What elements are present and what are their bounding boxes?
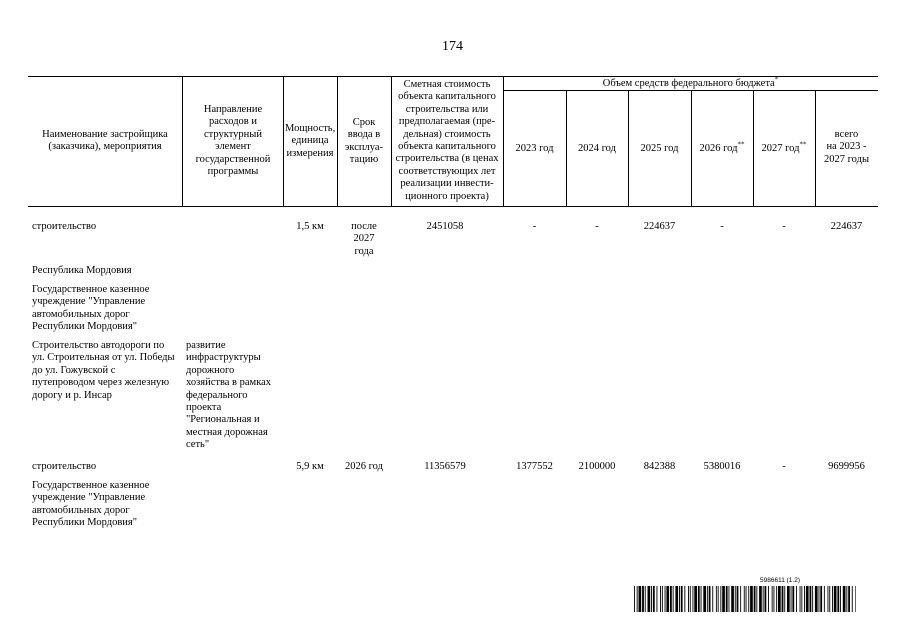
row2-term: 2026 год <box>345 461 383 472</box>
barcode-bar <box>729 586 730 612</box>
barcode-bar <box>637 586 638 612</box>
barcode-bar <box>787 586 790 612</box>
header-term: Срок ввода в эксплуа-тацию <box>344 117 384 166</box>
barcode-number: 5986611 (1.2) <box>760 577 800 584</box>
barcode-bar <box>679 586 680 612</box>
barcode-bar <box>832 586 833 612</box>
object-name: Строительство автодороги по ул. Строительная от ул. Победы до ул. Гожувской с путепроводом через железную дорогу и р. Инсар <box>32 340 175 401</box>
barcode-bar <box>765 586 767 612</box>
barcode-bar <box>737 586 739 612</box>
page-number: 174 <box>442 39 463 54</box>
barcode-bar <box>703 586 706 612</box>
row2-2025: 842388 <box>643 461 676 472</box>
barcode-bar <box>693 586 694 612</box>
header-cost: Сметная стоимость объекта капитального строительства или предполагаемая (пре-дельная) стоимость объекта капитального строительства (в ценах соответствующих лет реализации инвести-ционного проекта) <box>395 79 499 202</box>
barcode-bar <box>660 586 661 612</box>
barcode-bar <box>819 586 820 612</box>
barcode-bar <box>657 586 658 612</box>
barcode-bar <box>681 586 683 612</box>
header-2023: 2023 год <box>515 143 554 154</box>
row1-total: 224637 <box>830 221 863 232</box>
barcode-bar <box>848 586 850 612</box>
barcode-bar <box>645 586 646 612</box>
row1-term: после 2027 года <box>351 221 377 257</box>
barcode-bar <box>829 586 830 612</box>
col-divider <box>391 76 392 206</box>
barcode-bar <box>665 586 666 612</box>
row1-2024: - <box>595 221 599 232</box>
barcode-bar <box>778 586 781 612</box>
customer-name: Государственное казенное учреждение "Управление автомобильных дорог Республики Мордовия" <box>32 480 150 529</box>
barcode-bar <box>653 586 655 612</box>
barcode-bar <box>720 586 721 612</box>
barcode-bar <box>812 586 813 612</box>
barcode-bar <box>716 586 717 612</box>
col-divider <box>503 76 504 206</box>
barcode-bar <box>688 586 689 612</box>
col-divider <box>337 76 338 206</box>
barcode-bar <box>666 586 669 612</box>
barcode-bar <box>828 586 829 612</box>
barcode-bar <box>754 586 756 612</box>
barcode-bar <box>763 586 764 612</box>
barcode-bar <box>675 586 678 612</box>
barcode-bar <box>642 586 644 612</box>
barcode-bar <box>855 586 856 612</box>
row2-2024: 2100000 <box>578 461 616 472</box>
barcode-bar <box>634 586 635 612</box>
barcode-bar <box>648 586 651 612</box>
header-name: Наименование застройщика (заказчика), мероприятия <box>42 129 168 153</box>
region-name: Республика Мордовия <box>32 265 132 276</box>
barcode-bar <box>852 586 853 612</box>
barcode-bar <box>801 586 802 612</box>
col-divider <box>283 76 284 206</box>
header-capacity: Мощность, единица измерения <box>285 123 336 159</box>
barcode-bar <box>837 586 839 612</box>
row2-name: строительство <box>32 461 97 472</box>
barcode-bar <box>815 586 818 612</box>
barcode-bar <box>756 586 757 612</box>
barcode-bar <box>796 586 797 612</box>
barcode <box>634 586 856 612</box>
header-2026: 2026 год** <box>699 140 745 154</box>
barcode-bar <box>804 586 805 612</box>
barcode-bar <box>639 586 642 612</box>
barcode-bar <box>759 586 762 612</box>
barcode-bar <box>744 586 745 612</box>
row1-2027: - <box>782 221 786 232</box>
barcode-bar <box>662 586 663 612</box>
header-total: всего на 2023 - 2027 годы <box>823 129 869 165</box>
barcode-bar <box>690 586 691 612</box>
barcode-bar <box>740 586 741 612</box>
row2-2023: 1377552 <box>516 461 553 472</box>
barcode-bar <box>750 586 753 612</box>
barcode-bar <box>772 586 773 612</box>
barcode-bar <box>782 586 784 612</box>
header-2027: 2027 год** <box>761 140 807 154</box>
row2-capacity: 5,9 км <box>296 461 324 472</box>
barcode-bar <box>843 586 846 612</box>
row1-2023: - <box>532 221 537 232</box>
barcode-bar <box>776 586 777 612</box>
header-federal-budget: Объем средств федерального бюджета* <box>602 75 779 89</box>
barcode-bar <box>784 586 785 612</box>
barcode-bar <box>651 586 652 612</box>
barcode-bar <box>800 586 801 612</box>
object-direction: развитие инфраструктуры дорожного хозяйства в рамках федерального проекта "Региональная и местная дорожная сеть" <box>186 340 272 451</box>
barcode-bar <box>701 586 702 612</box>
barcode-bar <box>726 586 728 612</box>
header-bottom-border <box>28 206 878 207</box>
barcode-bar <box>774 586 775 612</box>
barcode-bar <box>820 586 822 612</box>
col-divider <box>182 76 183 206</box>
barcode-bar <box>673 586 674 612</box>
row2-total: 9699956 <box>828 461 865 472</box>
row1-2025: 224637 <box>643 221 676 232</box>
barcode-bar <box>792 586 794 612</box>
row2-2026: 5380016 <box>703 461 741 472</box>
barcode-bar <box>840 586 841 612</box>
header-top-border <box>28 76 878 77</box>
row2-cost: 11356579 <box>424 461 466 472</box>
barcode-bar <box>735 586 736 612</box>
barcode-bar <box>670 586 672 612</box>
barcode-bar <box>791 586 792 612</box>
barcode-bar <box>722 586 725 612</box>
header-2025: 2025 год <box>640 143 679 154</box>
barcode-bar <box>846 586 847 612</box>
barcode-bar <box>748 586 749 612</box>
barcode-bar <box>731 586 734 612</box>
barcode-bar <box>810 586 812 612</box>
header-2024: 2024 год <box>578 143 616 154</box>
barcode-bar <box>834 586 837 612</box>
barcode-bar <box>707 586 708 612</box>
barcode-bar <box>824 586 825 612</box>
barcode-bar <box>709 586 711 612</box>
row1-capacity: 1,5 км <box>296 221 324 232</box>
barcode-bar <box>698 586 700 612</box>
header-direction: Направление расходов и структурный элемент государственной программы <box>195 104 271 178</box>
barcode-bar <box>694 586 697 612</box>
barcode-bar <box>684 586 685 612</box>
customer-name: Государственное казенное учреждение "Управление автомобильных дорог Республики Мордовия" <box>32 284 150 333</box>
barcode-bar <box>806 586 809 612</box>
row2-2027: - <box>782 461 786 472</box>
row1-2026: - <box>720 221 724 232</box>
barcode-bar <box>768 586 769 612</box>
row1-name: строительство <box>32 221 97 232</box>
barcode-bar <box>712 586 713 612</box>
barcode-bar <box>718 586 719 612</box>
barcode-bar <box>746 586 747 612</box>
row1-cost: 2451058 <box>426 221 464 232</box>
